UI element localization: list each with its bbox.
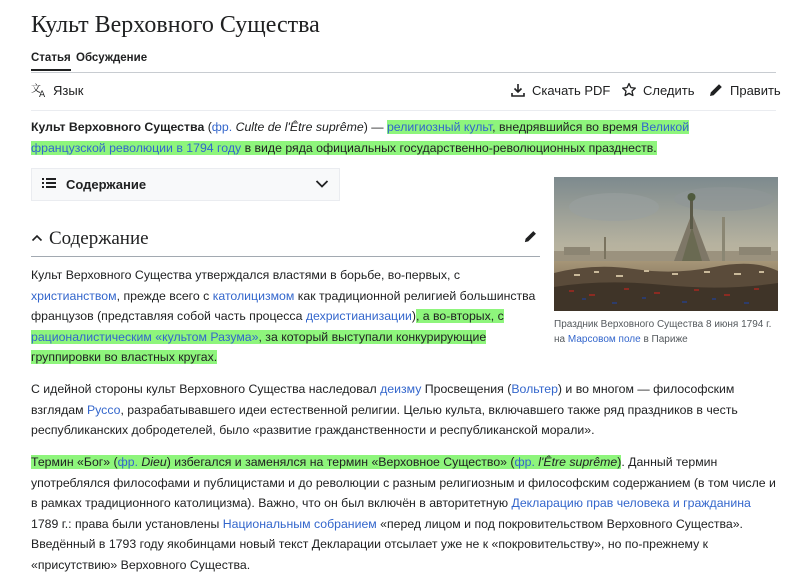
link-fr[interactable]: фр. xyxy=(117,455,138,469)
p3-italic: Dieu xyxy=(138,455,167,469)
intro-text: в виде ряда официальных государственно-революционных празднеств. xyxy=(241,140,657,155)
link-cult-of-reason[interactable]: рационалистическим «культом Разума» xyxy=(31,329,259,344)
page-title: Культ Верховного Существа xyxy=(31,12,320,38)
svg-text:文: 文 xyxy=(31,84,41,95)
section-heading[interactable] xyxy=(31,226,538,252)
paragraph-3 xyxy=(31,452,779,575)
link-fr[interactable]: фр. xyxy=(514,455,535,469)
download-pdf-button[interactable] xyxy=(510,82,610,98)
translate-icon xyxy=(31,82,47,98)
p2-text: С идейной стороны культ Верховного Существа наследовал xyxy=(31,382,381,396)
chevron-up-icon xyxy=(31,230,43,248)
link-deism[interactable]: деизму xyxy=(380,382,422,396)
tab-talk[interactable]: Обсуждение xyxy=(76,52,148,64)
intro-text: ( xyxy=(204,120,212,134)
p3-text: . Данный термин употреблялся философами и публицистами и до революции с разным религиозным и философским содержанием (в том числе и в рамках традиционного католицизма). Важно, что он был включён в авторитетную xyxy=(31,455,776,510)
page-toolbar xyxy=(31,82,781,104)
p1-text: , прежде всего с xyxy=(116,288,213,303)
p3-text: ) xyxy=(617,455,622,469)
toolbar-divider xyxy=(31,110,776,111)
figure xyxy=(554,177,778,347)
p2-text: Просвещения ( xyxy=(421,382,512,396)
highlight xyxy=(31,455,621,469)
download-icon xyxy=(510,82,526,98)
star-icon xyxy=(621,82,637,98)
p1-text: , за который выступали конкурирующие группировки во властных кругах. xyxy=(31,329,487,364)
download-pdf-label: Скачать PDF xyxy=(532,82,611,98)
intro-fr-link[interactable]: фр. xyxy=(211,120,233,134)
intro-link-religious-cult[interactable]: религиозный культ xyxy=(386,120,493,134)
edit-label: Править xyxy=(730,82,781,98)
toc-label: Содержание xyxy=(66,177,147,192)
link-champ-de-mars[interactable]: Марсовом поле xyxy=(567,334,641,345)
p3-text: «перед лицом и под покровительством Верховного Существа». Введённый в 1793 году якобинцами новый текст Декларации отсылает уже не к «покровительству», но по-прежнему к «присутствию» Верховного Существа. xyxy=(31,516,743,572)
p1-text: Культ Верховного Существа утверждался властями в борьбе, во-первых, с xyxy=(31,268,460,282)
paragraph-1 xyxy=(31,265,543,368)
chevron-down-icon xyxy=(315,177,329,192)
intro-text: ) — xyxy=(363,120,387,134)
toc-toggle[interactable] xyxy=(31,168,340,201)
p3-text: 1789 г.: права были установлены xyxy=(31,516,223,531)
link-national-assembly[interactable]: Национальным собранием xyxy=(222,516,377,531)
intro-bold-term: Культ Верховного Существа xyxy=(31,120,205,134)
list-icon xyxy=(42,177,56,192)
caption-text: Праздник Верховного Существа 8 июня 1794 г. на xyxy=(554,319,772,345)
pencil-icon xyxy=(523,231,538,248)
language-label: Язык xyxy=(53,82,84,98)
svg-text:A: A xyxy=(39,90,46,98)
pencil-icon xyxy=(708,82,724,98)
p3-text: ) избегался и заменялся на термин «Верховное Существо» ( xyxy=(166,455,515,469)
p2-text: , разрабатывавшего идеи естественной религии. Целью культа, включавшего также ряд праздников в честь республиканских добродетелей, было «развитие гражданственности и республиканской морали». xyxy=(31,402,738,437)
p3-italic: l'Être suprême xyxy=(534,455,618,469)
intro-text: , внедрявшийся во время xyxy=(492,120,642,134)
section-title: Содержание xyxy=(49,228,149,249)
p1-text: , а во-вторых, с xyxy=(415,309,504,323)
watch-button[interactable] xyxy=(621,82,695,98)
section-divider xyxy=(31,256,540,257)
intro-paragraph xyxy=(31,117,766,158)
caption-text: в Париже xyxy=(640,334,688,345)
link-declaration[interactable]: Декларацию прав человека и гражданина xyxy=(511,496,751,510)
edit-button[interactable] xyxy=(708,82,781,98)
intro-link-1794[interactable]: в 1794 году xyxy=(176,140,242,155)
link-rousseau[interactable]: Руссо xyxy=(86,402,121,417)
p2-text: ) и во многом — философским взглядам xyxy=(31,382,735,417)
link-voltaire[interactable]: Вольтер xyxy=(511,382,558,396)
paragraph-2 xyxy=(31,379,779,441)
tabs-divider xyxy=(31,72,776,73)
section-edit-button[interactable] xyxy=(523,229,538,249)
watch-label: Следить xyxy=(643,82,695,98)
p1-text: ) xyxy=(411,309,416,323)
figure-caption xyxy=(554,317,784,347)
link-christianity[interactable]: христианством xyxy=(31,288,117,303)
p1-text: как традиционной религией большинства французов (представляя собой часть процесса xyxy=(31,288,536,323)
p3-text: Термин «Бог» ( xyxy=(31,455,118,469)
link-catholicism[interactable]: католицизмом xyxy=(212,288,295,303)
link-dechristianization[interactable]: дехристианизации xyxy=(305,309,412,323)
festival-painting[interactable] xyxy=(554,177,778,311)
tab-article[interactable]: Статья xyxy=(31,52,71,71)
intro-link-revolution[interactable]: Великой французской революции xyxy=(31,120,690,155)
language-button[interactable] xyxy=(31,82,83,98)
intro-fr-text: Culte de l'Être suprême xyxy=(232,120,364,134)
